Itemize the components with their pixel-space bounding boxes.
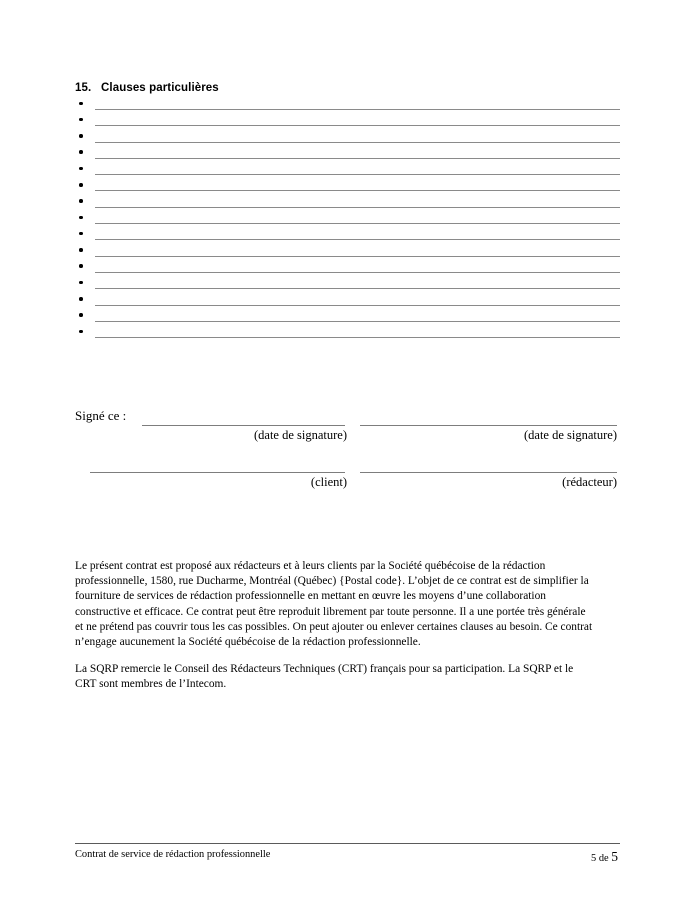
bullet-icon [79, 199, 83, 203]
clause-blank-line-row [75, 245, 620, 261]
bullet-icon [79, 281, 83, 285]
bullet-icon [79, 297, 83, 301]
clause-blank-line-row [75, 163, 620, 179]
clause-write-in-line[interactable] [95, 125, 620, 126]
clause-write-in-line[interactable] [95, 158, 620, 159]
bullet-icon [79, 216, 83, 220]
signature-line-client[interactable] [90, 472, 345, 473]
clause-blank-line-row [75, 294, 620, 310]
clause-blank-line-row [75, 277, 620, 293]
signed-on-label: Signé ce : [75, 408, 127, 423]
clause-blank-line-row [75, 326, 620, 342]
clause-write-in-line[interactable] [95, 305, 620, 306]
bullet-icon [79, 248, 83, 252]
clause-write-in-line[interactable] [95, 223, 620, 224]
closing-paragraph-1: Le présent contrat est proposé aux rédacteurs et à leurs clients par la Société québécoise de la rédaction professionnelle, 1580, rue Ducharme, Montréal (Québec) {Postal code}. L’objet de ce contrat est de simplifier la fourniture de services de rédaction professionnelle en mettant en œuvre les moyens d’une collaboration constructive et efficace. Ce contrat peut être reproduit librement par toute personne. Il a une portée très générale et ne prétend pas couvrir tous les cas possibles. On peut ajouter ou enlever certaines clauses au besoin. Ce contrat n’engage aucunement la Société québécoise de la rédaction professionnelle. [75, 560, 593, 649]
bullet-icon [79, 102, 83, 106]
clause-write-in-line[interactable] [95, 142, 620, 143]
signature-date-caption-right: (date de signature) [523, 428, 617, 442]
clause-write-in-line[interactable] [95, 109, 620, 110]
signature-block [75, 408, 620, 505]
clause-write-in-line[interactable] [95, 174, 620, 175]
bullet-icon [79, 134, 83, 138]
clause-blank-line-row [75, 131, 620, 147]
signature-row-parties [75, 463, 620, 505]
bullet-icon [79, 150, 83, 154]
footer-page-number [591, 849, 618, 865]
clause-blank-line-row [75, 196, 620, 212]
clause-write-in-line[interactable] [95, 256, 620, 257]
clause-blank-line-row [75, 228, 620, 244]
signature-date-line-left[interactable] [142, 425, 345, 426]
signature-caption-redacteur: (rédacteur) [562, 475, 617, 489]
page-footer [75, 843, 620, 865]
page-title [75, 82, 219, 94]
section-number: 15. [75, 82, 92, 94]
clause-blank-line-row [75, 147, 620, 163]
signature-row-dates [75, 408, 620, 450]
clause-write-in-line[interactable] [95, 239, 620, 240]
bullet-icon [79, 183, 83, 187]
clause-write-in-line[interactable] [95, 288, 620, 289]
bullet-icon [79, 167, 83, 171]
clause-blank-line-row [75, 212, 620, 228]
clause-write-in-line[interactable] [95, 190, 620, 191]
signature-line-redacteur[interactable] [360, 472, 617, 473]
clause-write-in-line[interactable] [95, 337, 620, 338]
bullet-icon [79, 118, 83, 122]
signature-caption-client: (client) [310, 475, 347, 489]
clause-write-in-line[interactable] [95, 272, 620, 273]
footer-page-current: 5 de [591, 853, 612, 864]
clause-blank-line-row [75, 98, 620, 114]
bullet-icon [79, 232, 83, 236]
clause-blank-line-row [75, 310, 620, 326]
bullet-icon [79, 264, 83, 268]
bullet-icon [79, 313, 83, 317]
footer-page-total: 5 [611, 849, 618, 864]
bullet-icon [79, 330, 83, 334]
closing-notes [75, 559, 595, 693]
clause-blank-lines [75, 98, 620, 342]
signature-date-line-right[interactable] [360, 425, 617, 426]
clause-write-in-line[interactable] [95, 207, 620, 208]
clause-write-in-line[interactable] [95, 321, 620, 322]
signature-date-caption-left: (date de signature) [253, 428, 347, 442]
clause-blank-line-row [75, 261, 620, 277]
section-title: Clauses particulières [101, 82, 219, 94]
clause-blank-line-row [75, 179, 620, 195]
clause-blank-line-row [75, 114, 620, 130]
closing-paragraph-2: La SQRP remercie le Conseil des Rédacteurs Techniques (CRT) français pour sa participation. La SQRP et le CRT sont membres de l’Intecom. [75, 663, 574, 691]
footer-document-title: Contrat de service de rédaction professionnelle [75, 849, 271, 860]
